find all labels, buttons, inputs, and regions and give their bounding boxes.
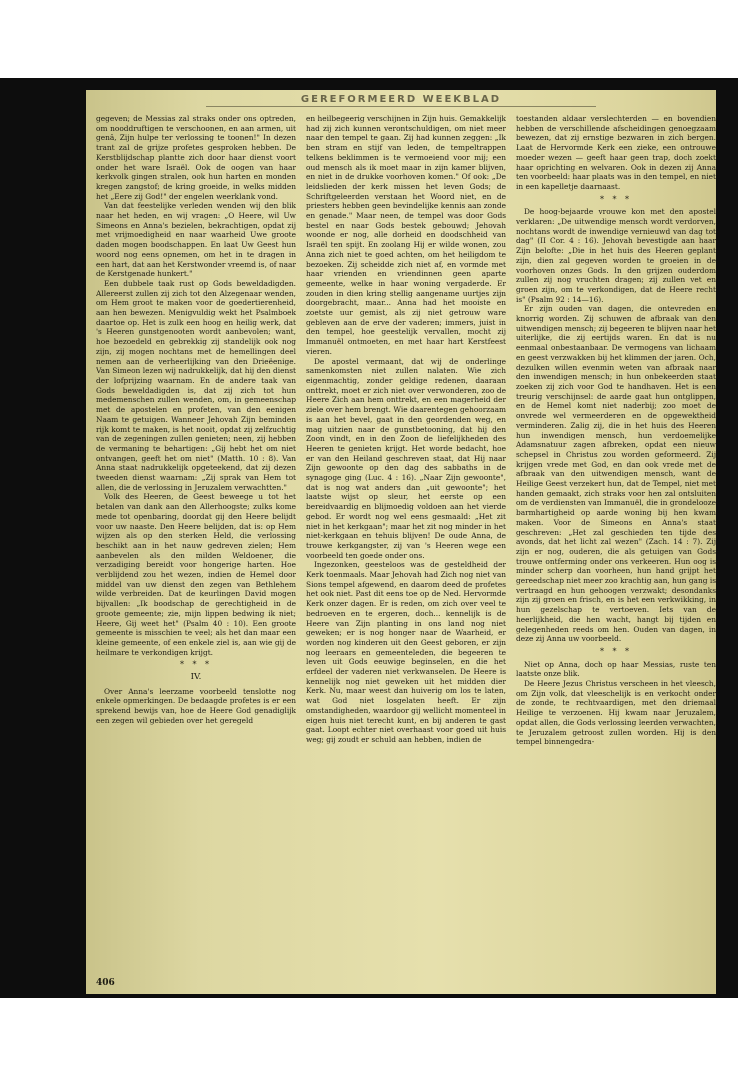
paragraph: De Heere Jezus Christus verscheen in het vleesch, om Zijn volk, dat vleeschelijk is en verkocht onder de zonde, te rechtvaardigen, met den driemaal Heilige te verzoenen. Hij kwam naar Jeruzalem, opdat allen, die Gods verlossing leerden verwachten, te Jeruzalem getroost zullen worden. Hij is den tempel binnengedra- (516, 679, 716, 747)
text-column-2 (306, 114, 506, 978)
masthead: GEREFORMEERD WEEKBLAD (86, 94, 716, 108)
section-divider: * * * (599, 646, 633, 656)
scan-background (0, 78, 738, 998)
section-divider: * * * (179, 660, 213, 670)
paragraph: Ingezonken, geesteloos was de gesteldheid der Kerk toenmaals. Maar Jehovah had Zich nog niet van Sions tempel afgewend, en daarom deed de profetes het ook niet. Past dit eens toe op de Ned. Hervormde Kerk onzer dagen. Er is reden, om zich over veel te bedroeven en te ergeren, doch... kennelijk is de Heere van Zijn planting in ons land nog niet geweken; er is nog honger naar de Waarheid, er worden nog kinderen uit den Geest geboren, er zijn nog leeraars en gemeenteleden, die begeeren te leven uit Gods eeuwige beginselen, en die het erfdeel der vaderen niet verkwanselen. De Heere is kennelijk nog niet geweken uit het midden dier Kerk. Nu, maar weest dan huiverig om los te laten, wat God niet losgelaten heeft. Er zijn omstandigheden, waardoor gij wellicht momenteel in eigen huis niet terecht kunt, en bij anderen te gast gaat. Loopt echter niet overhaast voor goed uit huis weg; gij zoudt er schuld aan hebben, indien de (306, 560, 506, 744)
paragraph: Een dubbele taak rust op Gods beweldadigden. Allereerst zullen zij zich tot den Alzegenaar wenden, om Hem groot te maken voor de goedertierenheid, aan hen bewezen. Menigvuldig wekt het Psalmboek daartoe op. Het is zulk een hoog en heilig werk, dat 's Heeren gunstgenooten wordt aanbevolen; want, hoe bezoedeld en gebrekkig zij standelijk ook nog zijn, zij mogen nochtans met de hemellingen deel nemen aan de verheerlijking van den Drieëenige. Van Simeon lezen wij nadrukkelijk, dat hij den dienst der lofprijzing waarnam. En de andere taak van Gods beweldadigden is, dat zij zich tot hun medemenschen zullen wenden, om, in gemeenschap met de apostelen en profeten, van den eenigen Naam te getuigen. Wanneer Jehovah Zijn beminden rijk komt te maken, is het nooit, opdat zij zelfzuchtig van de zegeningen zullen genieten; neen, zij hebben de vermaning te behartigen: „Gij hebt het om niet ontvangen, geeft het om niet" (Matth. 10 : 8). Van Anna staat nadrukkelijk opgeteekend, dat zij dezen tweeden dienst waarnam: „Zij sprak van Hem tot allen, die de verlossing in Jeruzalem verwachtten." (96, 278, 296, 492)
paragraph: toestanden aldaar verslechterden — en bovendien hebben de verschillende afscheidingen genoegzaam bewezen, dat zij ernstige bezwaren in zich bergen. Laat de Hervormde Kerk een zieke, een ontrouwe moeder wezen — geeft haar geen trap, doch zoekt haar oprichting en welvaren. Ook in dezen zij Anna ten voorbeeld: haar plaats was in den tempel, en niet in een kapelletje daarnaast. (516, 114, 716, 191)
paragraph: Over Anna's leerzame voorbeeld tenslotte nog enkele opmerkingen. De bedaagde profetes is er een sprekend bewijs van, hoe de Heere God genadiglijk een zegen wil gebieden over het geregeld (96, 686, 296, 725)
paragraph: en heilbegeerig verschijnen in Zijn huis. Gemakkelijk had zij zich kunnen verontschuldigen, om niet meer naar den tempel te gaan. Zij had kunnen zeggen: „Ik ben stram en stijf van leden, de tempeltrappen telkens beklimmen is te vermoeiend voor mij; een oud mensch als ik moet maar in zijn kamer blijven, en niet in de drukke voorhoven komen." Of ook: „De leidslieden der kerk missen het leven Gods; de Schriftgeleerden verstaan het Woord niet, en de priesters hebben geen bevindelijke kennis aan zonde en genade." Maar neen, de tempel was door Gods bestel en naar Gods bestek gebouwd; Jehovah woonde er nog, alle dorheid en doodschheid van Israël ten spijt. En zoolang Hij er wilde wonen, zou Anna zich niet te goed achten, om het heiligdom te bezoeken. Zij scheidde zich niet af, en vormde met haar vrienden en vriendinnen geen aparte gemeente, welke in haar woning vergaderde. Er zouden in dien kring stellig aangename uurtjes zijn doorgebracht, maar... Anna had het mooiste en zoetste uur gemist, als zij niet getrouw ware gebleven aan de erve der vaderen; immers, juist in den tempel, hoe geestelijk vervallen, mocht zij Immanuël ontmoeten, en met haar hart Kerstfeest vieren. (306, 114, 506, 356)
text-column-1 (96, 114, 296, 978)
text-column-3 (516, 114, 716, 978)
page-number: 406 (96, 978, 115, 988)
section-heading: IV. (190, 672, 202, 683)
paragraph: De hoog-bejaarde vrouwe kon met den apostel verklaren: „De uitwendige mensch wordt verdorven, nochtans wordt de inwendige vernieuwd van dag tot dag" (II Cor. 4 : 16). Jehovah bevestigde aan haar Zijn belofte: „Die in het huis des Heeren geplant zijn, dien zal gegeven worden te groeien in de voorhoven onzes Gods. In den grijzen ouderdom zullen zij nog vruchten dragen; zij zullen vet en groen zijn, om te verkondigen, dat de Heere recht is" (Psalm 92 : 14—16). (516, 207, 716, 304)
paragraph: Niet op Anna, doch op haar Messias, ruste ten laatste onze blik. (516, 659, 716, 679)
paragraph: Er zijn ouden van dagen, die ontevreden en knorrig worden. Zij schuwen de afbraak van den uitwendigen mensch; zij begeeren te blijven naar het uiterlijke, die zij eertijds waren. En dat is nu eenmaal onbestaanbaar. De vermogens van lichaam en geest verzwakken bij het klimmen der jaren. Och, dezulken willen evenmin weten van afbraak naar den inwendigen mensch; in hun onbekeerden staat zoeken zij zich voor God te handhaven. Het is een treurig verschijnsel: de aarde gaat hun ontglippen, en de Hemel komt niet naderbij; zoo moet de onvrede wel vermeerderen en de opgewektheid verminderen. Zalig zij, die in het huis des Heeren hun inwendigen mensch, hun verdoemelijke Adamsnatuur zagen afbreken, opdat een nieuw schepsel in Christus zou worden geformeerd. Zij krijgen vrede met God, en dan ook vrede met de afbraak van den uitwendigen mensch, want de Heilige Geest verzekert hun, dat de Tempel, niet met handen gemaakt, zich straks voor hen zal ontsluiten om de verdiensten van Immanuël, die in grondelooze barmhartigheid op aarde woning bij hen kwam maken. Voor de Simeons en Anna's staat geschreven: „Het zal geschieden ten tijde des avonds, dat het licht zal wezen" (Zach. 14 : 7). Zij zijn er nog, ouderen, die als getuigen van Gods trouwe ontferming onder ons verkeeren. Hun oog is minder scherp dan voorheen, hun hand grijpt het gereedschap niet meer zoo krachtig aan, hun gang is vertraagd en hun gehoogen verzwakt; desondanks zijn zij groen en frisch, en is het een verkwikking, in hun gezelschap te vertoeven. Iets van de heerlijkheid, die hen wacht, hangt bij tijden en gelegenheden reeds om hen. Ouden van dagen, in deze zij Anna uw voorbeeld. (516, 304, 716, 644)
paragraph: De apostel vermaant, dat wij de onderlinge samenkomsten niet zullen nalaten. Wie zich eigenmachtig, zonder geldige redenen, daaraan onttrekt, moet er zich niet over verwonderen, zoo de Heere Zich aan hem onttrekt, en een magerheid der ziele over hem brengt. Wie daarentegen gehoorzaam is aan het bevel, gaat in den geordenden weg, en mag uitzien naar de gunstbetooning, dat hij den Zoon vindt, en in den Zoon de liefelijkheden des Heeren te genieten krijgt. Het worde bedacht, hoe er van den Heiland geschreven staat, dat Hij naar Zijn gewoonte op den dag des sabbaths in de synagoge ging (Luc. 4 : 16). „Naar Zijn gewoonte", dat is nog wat anders dan „uit gewoonte"; het laatste wijst op sleur, het eerste op een bereidvaardig en blijmoedig voldoen aan het vierde gebod. Er wordt nog wel eens gesmaald: „Het zit niet in het kerkgaan"; maar het zit nog minder in het niet-kerkgaan en tehuis blijven! De oude Anna, de trouwe kerkgangster, zij van 's Heeren wege een voorbeeld ten goede onder ons. (306, 356, 506, 560)
paragraph: Van dat feestelijke verleden wenden wij den blik naar het heden, en wij vragen: „O Heere, wil Uw Simeons en Anna's bezielen, bekrachtigen, opdat zij met vrijmoedigheid en naar waarheid Uwe groote daden mogen boodschappen. En laat Uw Geest hun woord nog eens opnemen, om het in te dragen in een hart, dat aan het Kerstwonder vreemd is, of naar de Kerstgenade hunkert." (96, 201, 296, 279)
magazine-page (86, 90, 716, 994)
paragraph: gegeven; de Messias zal straks onder ons optreden, om nooddruftigen te verschoonen, en aan armen, uit genâ, Zijn hulpe ter verlossing te toonen!" In dezen trant zal de grijze profetes gesproken hebben. De Kerstblijdschap plantte zich door haar dienst voort onder het ware Israël. Ook de oogen van haar kerkvolk gingen stralen, ook hun harten en monden kregen zangstof; de kring groeide, in welks midden het „Eere zij God!" der engelen weerklank vond. (96, 114, 296, 201)
paragraph: Volk des Heeren, de Geest beweege u tot het betalen van dank aan den Allerhoogste; zulks kome mede tot openbaring, doordat gij den Heere belijdt voor uw naaste. Den Heere belijden, dat is: op Hem wijzen als op den sterken Held, die verlossing beschikt aan in het nauw gedreven zielen; Hem aanbevelen als den milden Weldoener, die verzadiging bereidt voor hongerige harten. Hoe verblijdend zou het wezen, indien de Hemel door middel van uw dienst den zegen van Bethlehem wilde verbreiden. Dat de keurlingen David mogen bijvallen: „Ik boodschap de gerechtigheid in de groote gemeente; zie, mijn lippen bedwing ik niet; Heere, Gij weet het" (Psalm 40 : 10). Een groote gemeente is misschien te veel; als het dan maar een kleine gemeente, of een enkele ziel is, aan wie gij de heilmare te verkondigen krijgt. (96, 492, 296, 657)
section-divider: * * * (599, 194, 633, 204)
